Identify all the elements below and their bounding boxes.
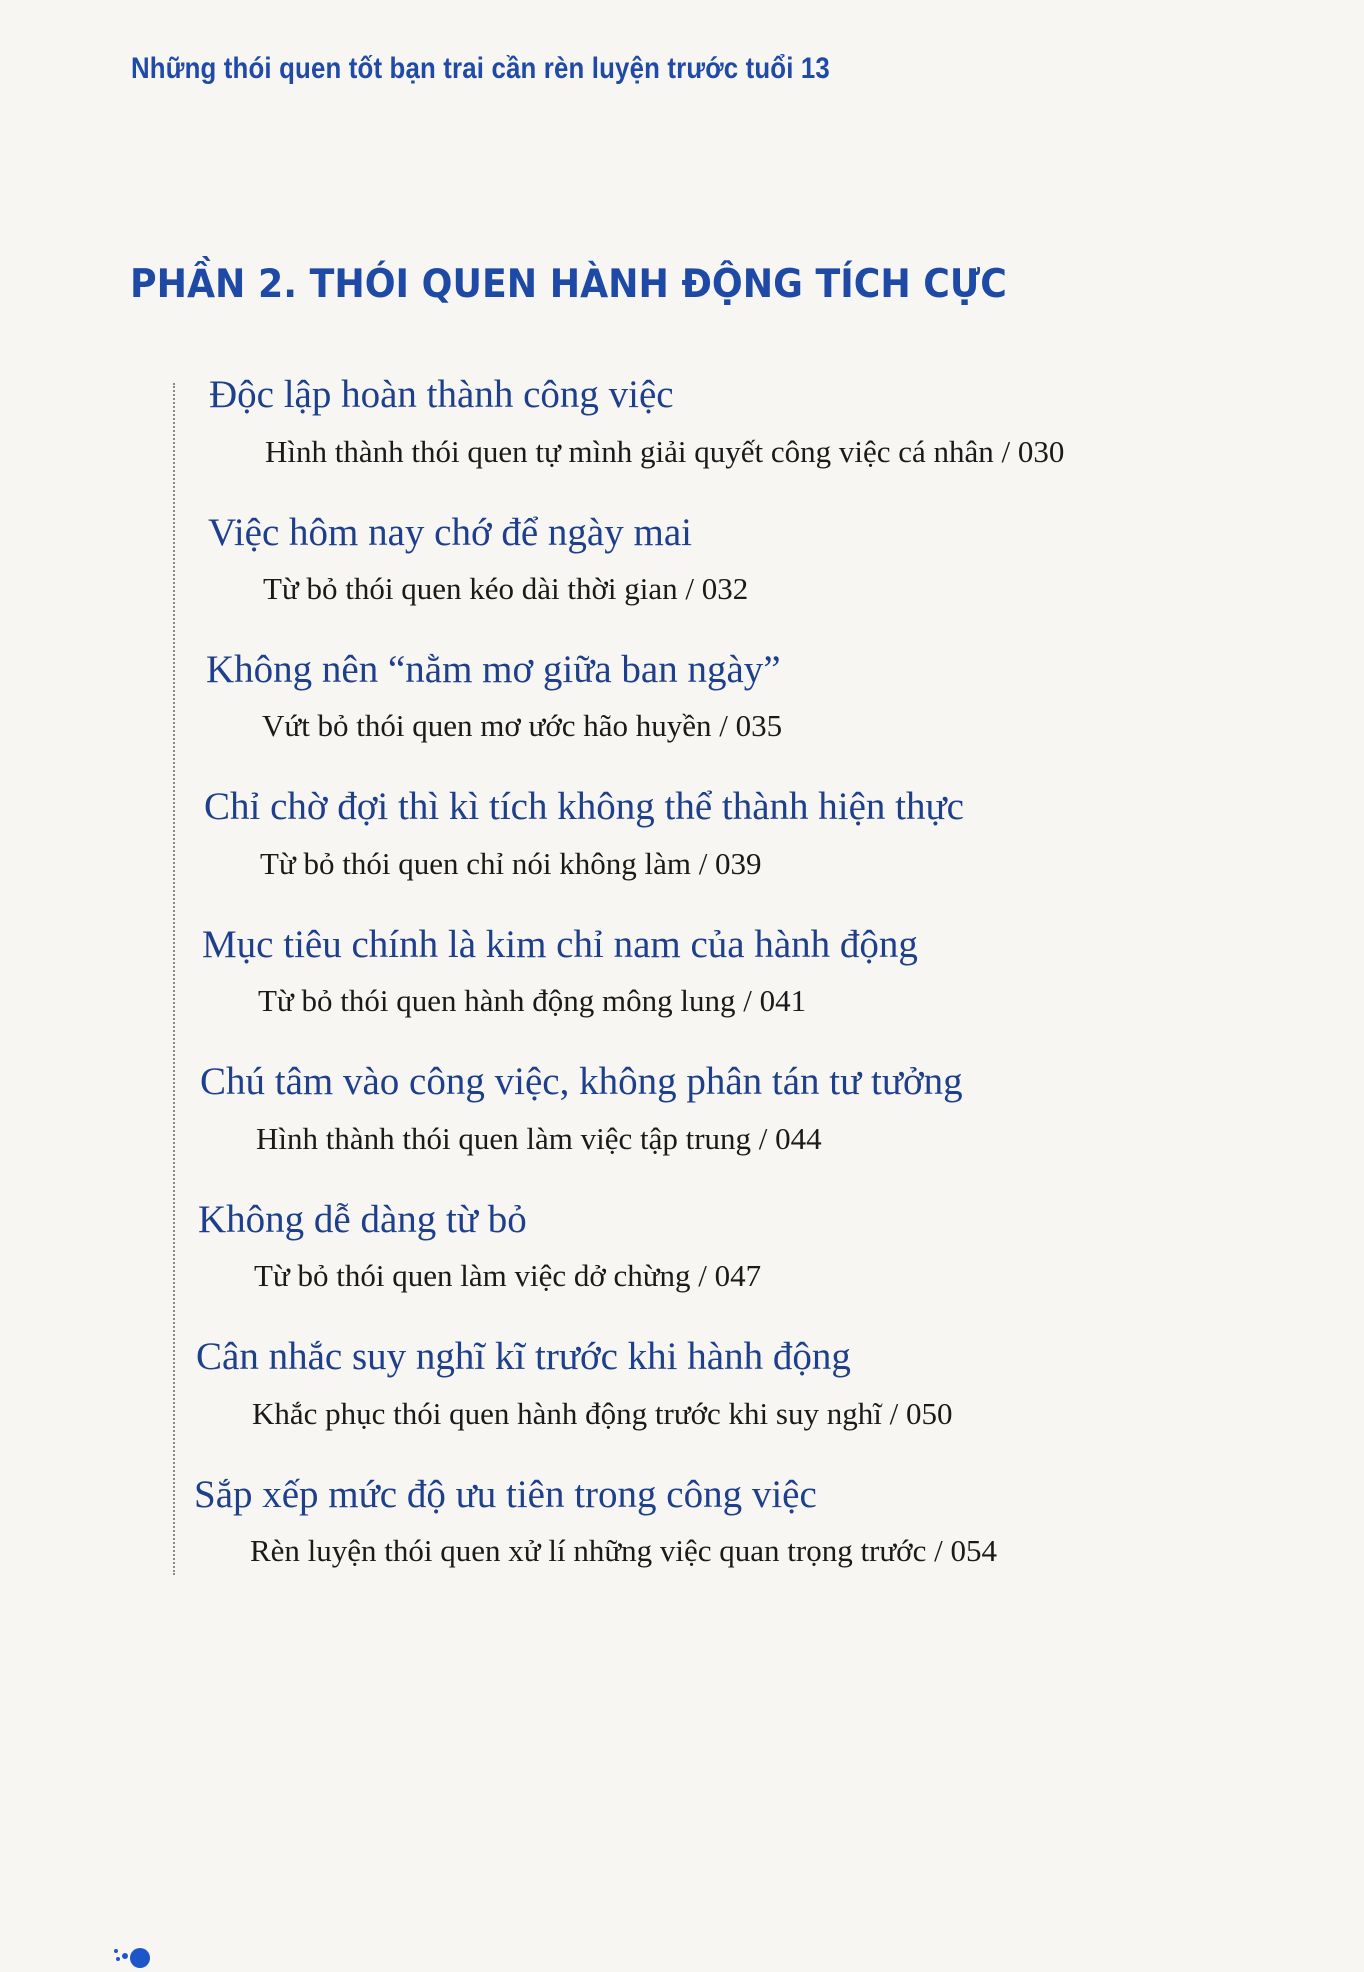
- toc-entry-title: Sắp xếp mức độ ưu tiên trong công việc: [194, 1473, 817, 1516]
- running-header: Những thói quen tốt bạn trai cần rèn luyện trước tuổi 13: [131, 52, 830, 85]
- footer-dot: [116, 1957, 120, 1961]
- toc-entry-subtitle: Hình thành thói quen làm việc tập trung / 044: [256, 1121, 822, 1156]
- footer-dot: [114, 1949, 118, 1953]
- toc-entry-title: Chú tâm vào công việc, không phân tán tư tưởng: [200, 1060, 963, 1103]
- toc-entry-subtitle: Từ bỏ thói quen làm việc dở chừng / 047: [254, 1258, 762, 1293]
- toc-entry-subtitle: Từ bỏ thói quen kéo dài thời gian / 032: [263, 571, 749, 606]
- footer-dot: [130, 1948, 150, 1968]
- toc-entry-title: Không nên “nằm mơ giữa ban ngày”: [206, 648, 781, 691]
- toc-entry-subtitle: Hình thành thói quen tự mình giải quyết công việc cá nhân / 030: [265, 434, 1065, 469]
- toc-entry-title: Chỉ chờ đợi thì kì tích không thể thành hiện thực: [204, 785, 964, 828]
- toc-entry-title: Độc lập hoàn thành công việc: [209, 373, 674, 416]
- toc-entry-title: Việc hôm nay chớ để ngày mai: [208, 511, 692, 554]
- toc-entry-subtitle: Khắc phục thói quen hành động trước khi suy nghĩ / 050: [252, 1396, 953, 1431]
- toc-entry-title: Không dễ dàng từ bỏ: [198, 1198, 527, 1241]
- toc-entry-title: Cân nhắc suy nghĩ kĩ trước khi hành động: [196, 1335, 851, 1378]
- toc-entry-subtitle: Từ bỏ thói quen hành động mông lung / 041: [258, 983, 807, 1018]
- toc-entry-subtitle: Vứt bỏ thói quen mơ ước hão huyền / 035: [262, 708, 783, 743]
- footer-dots-mark: [114, 1946, 154, 1970]
- toc-entry-subtitle: Rèn luyện thói quen xử lí những việc quan trọng trước / 054: [250, 1533, 997, 1568]
- footer-dot: [122, 1953, 128, 1959]
- section-title: PHẦN 2. THÓI QUEN HÀNH ĐỘNG TÍCH CỰC: [130, 262, 1007, 307]
- toc-entry-title: Mục tiêu chính là kim chỉ nam của hành động: [202, 923, 918, 966]
- toc-entry-subtitle: Từ bỏ thói quen chỉ nói không làm / 039: [260, 846, 762, 881]
